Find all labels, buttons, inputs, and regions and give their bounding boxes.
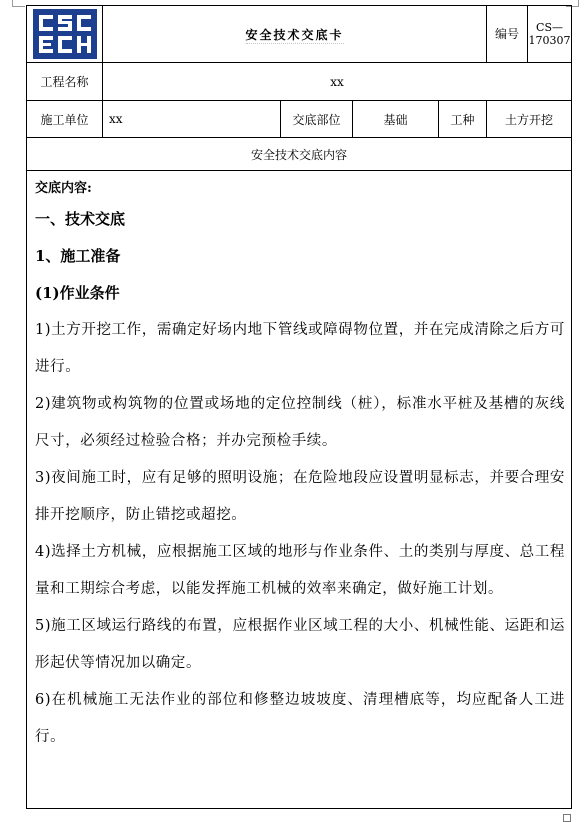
- item-4: 4)选择土方机械，应根据施工区域的地形与作业条件、土的类别与厚度、总工程量和工期综合考虑，以能发挥施工机械的效率来确定，做好施工计划。: [35, 544, 566, 597]
- number-cell: [487, 6, 572, 63]
- heading-technical-disclosure: 一、技术交底: [35, 210, 126, 228]
- section-title: 安全技术交底内容: [27, 138, 572, 171]
- card-title: 安全技术交底卡: [245, 27, 344, 42]
- card-title-cell: [103, 6, 487, 63]
- trade-value: 土方开挖: [487, 101, 572, 138]
- item-2: 2)建筑物或构筑物的位置或场地的定位控制线（桩），标准水平桩及基槽的灰线尺寸，必须经过检验合格；并办完预检手续。: [35, 396, 566, 449]
- page-corner-mark-left: [12, 0, 25, 7]
- disclosure-part-label: 交底部位: [281, 101, 353, 138]
- project-name-label: 工程名称: [27, 63, 103, 101]
- number-value: CS—170307: [528, 21, 571, 47]
- trade-label: 工种: [439, 101, 487, 138]
- item-1: 1)土方开挖工作，需确定好场内地下管线或障碍物位置，并在完成清除之后方可进行。: [35, 322, 566, 375]
- heading-construction-preparation: 1、施工准备: [35, 247, 121, 265]
- logo-cell: [27, 6, 103, 63]
- cscec-logo: [33, 9, 97, 59]
- item-3: 3)夜间施工时，应有足够的照明设施；在危险地段应设置明显标志，并要合理安排开挖顺序，防止错挖或超挖。: [35, 470, 566, 523]
- item-6: 6)在机械施工无法作业的部位和修整边坡坡度、清理槽底等，均应配备人工进行。: [35, 692, 566, 745]
- heading-working-conditions: (1)作业条件: [35, 284, 120, 302]
- number-label: 编号: [487, 6, 528, 62]
- construction-unit-label: 施工单位: [27, 101, 103, 138]
- logo-alt-text: CSCEC: [64, 58, 69, 59]
- safety-disclosure-card: [26, 5, 572, 809]
- item-5: 5)施工区域运行路线的布置，应根据作业区域工程的大小、机械性能、运距和运形起伏等情况加以确定。: [35, 618, 566, 671]
- disclosure-part-value: 基础: [353, 101, 439, 138]
- disclosure-content: [27, 171, 572, 809]
- project-name-value: xx: [103, 63, 572, 101]
- intro-label: 交底内容:: [35, 181, 92, 196]
- construction-unit-value: xx: [103, 101, 281, 138]
